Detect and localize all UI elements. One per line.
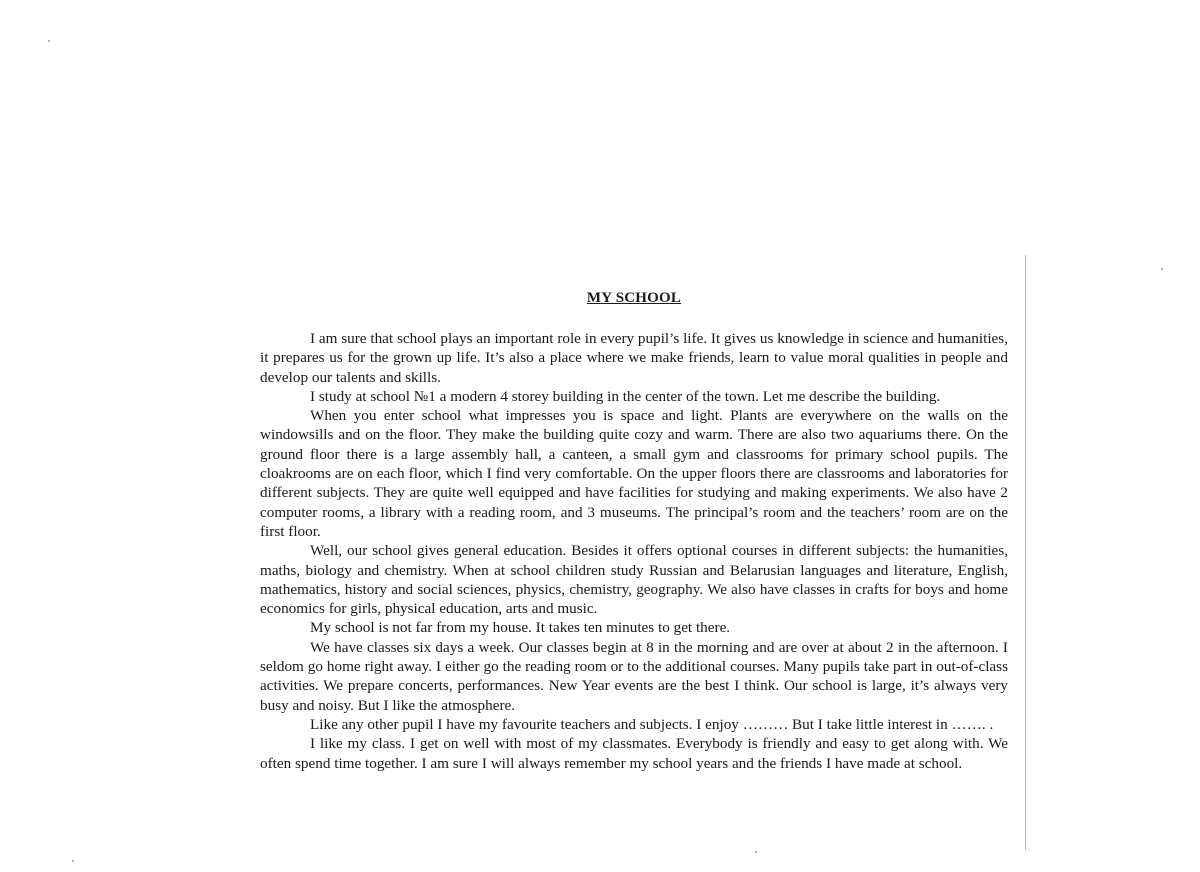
paragraph-school-schedule: We have classes six days a week. Our classes begin at 8 in the morning and are over at about 2 in the afternoon. I seldom go home right away. I either go the reading room or to the additional courses. Many pupils take part in out-of-class activities. We prepare concerts, performances. New Year events are the best I think. Our school is large, it’s always very busy and noisy. But I like the atmosphere. <box>260 638 1008 714</box>
scan-speck <box>755 851 757 853</box>
scan-speck <box>1161 268 1163 270</box>
scan-speck <box>72 860 74 862</box>
scan-speck <box>48 40 50 42</box>
scanned-page-edge <box>1025 255 1026 850</box>
paragraph-favourite-subjects: Like any other pupil I have my favourite teachers and subjects. I enjoy ……… But I take little interest in ……. . <box>310 715 994 733</box>
document-body <box>260 329 1008 773</box>
paragraph-school-interior: When you enter school what impresses you is space and light. Plants are everywhere on the walls on the windowsills and on the floor. They make the building quite cozy and warm. There are also two aquariums there. On the ground floor there is a large assembly hall, a canteen, a small gym and classrooms for primary school pupils. The cloakrooms are on each floor, which I find very comfortable. On the upper floors there are classrooms and laboratories for different subjects. They are quite well equipped and have facilities for studying and making experiments. We also have 2 computer rooms, a library with a reading room, and 3 museums. The principal’s room and the teachers’ room are on the first floor. <box>260 407 1008 540</box>
paragraph-importance-of-school: I am sure that school plays an important role in every pupil’s life. It gives us knowledge in science and humanities, it prepares us for the grown up life. It’s also a place where we make friends, learn to value moral qualities in people and develop our talents and skills. <box>260 330 1008 386</box>
paragraph-distance-from-home: My school is not far from my house. It takes ten minutes to get there. <box>310 619 731 637</box>
document-title: MY SCHOOL <box>586 290 682 306</box>
paragraph-school-building: I study at school №1 a modern 4 storey building in the center of the town. Let me describe the building. <box>310 387 941 405</box>
document-page <box>260 288 1008 773</box>
paragraph-education-subjects: Well, our school gives general education. Besides it offers optional courses in different subjects: the humanities, maths, biology and chemistry. When at school children study Russian and Belarusian languages and literature, English, mathematics, history and social sciences, physics, chemistry, geography. We also have classes in crafts for boys and home economics for girls, physical education, arts and music. <box>260 542 1008 618</box>
paragraph-classmates: I like my class. I get on well with most of my classmates. Everybody is friendly and easy to get along with. We often spend time together. I am sure I will always remember my school years and the friends I have made at school. <box>260 735 1008 772</box>
